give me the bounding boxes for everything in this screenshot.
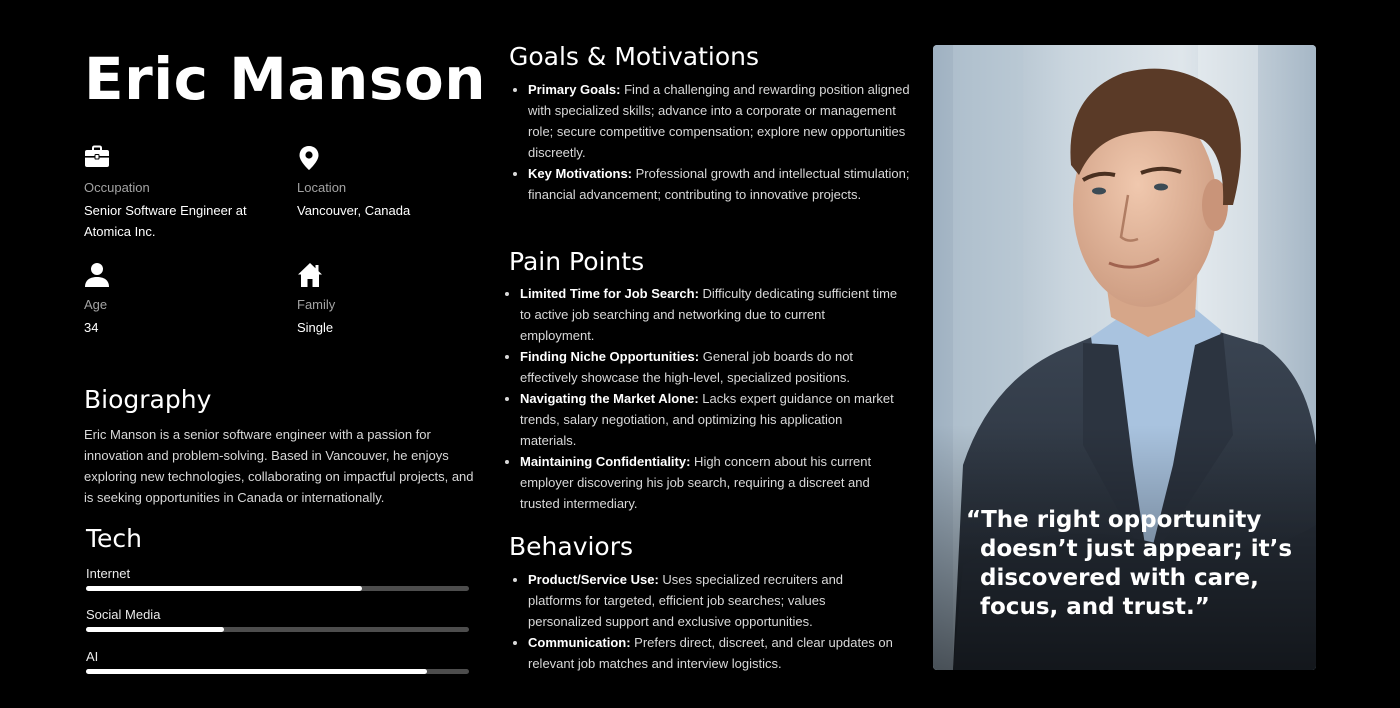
item-term: Limited Time for Job Search:	[520, 286, 699, 301]
goals-title: Goals & Motivations	[509, 42, 759, 71]
fact-location	[297, 145, 487, 221]
fact-label: Location	[297, 180, 347, 195]
tech-bar-track	[86, 586, 469, 591]
list-item	[520, 451, 900, 514]
fact-family	[297, 262, 487, 338]
fact-label: Age	[84, 297, 108, 312]
list-item	[528, 632, 898, 674]
behaviors-title: Behaviors	[509, 532, 634, 561]
tech-bar-fill	[86, 627, 224, 632]
item-term: Finding Niche Opportunities:	[520, 349, 700, 364]
item-text: Difficulty dedicating sufficient time to active job searching and networking due to current employment.	[520, 286, 898, 343]
pain-points-title: Pain Points	[509, 247, 645, 276]
behaviors-list	[509, 569, 898, 674]
item-term: Maintaining Confidentiality:	[520, 454, 691, 469]
fact-age	[84, 262, 274, 338]
tech-bar-track	[86, 627, 469, 632]
fact-label: Occupation	[84, 180, 150, 195]
biography-text: Eric Manson is a senior software engineer with a passion for innovation and problem-solving. Based in Vancouver, he enjoys exploring new technologies, collaborating on impactful projects, and is seeking opportunities in Canada or internationally.	[84, 427, 474, 505]
item-term: Communication:	[528, 635, 631, 650]
list-item	[528, 79, 918, 163]
item-term: Key Motivations:	[528, 166, 633, 181]
tech-row-internet	[86, 566, 469, 591]
fact-value: Single	[297, 320, 334, 335]
item-text: High concern about his current employer discovering his job search, requiring a discreet and trusted intermediary.	[520, 454, 872, 511]
tech-bar-fill	[86, 669, 427, 674]
item-term: Product/Service Use:	[528, 572, 659, 587]
list-item	[528, 569, 898, 632]
persona-name: Eric Manson	[84, 45, 486, 113]
tech-label: Social Media	[86, 607, 161, 622]
list-item	[520, 388, 900, 451]
tech-label: AI	[86, 649, 99, 664]
fact-label: Family	[297, 297, 336, 312]
item-text: Find a challenging and rewarding position aligned with specialized skills; advance into a corporate or management role; secure competitive compensation; explore new opportunities discreetly.	[528, 82, 910, 160]
list-item	[520, 283, 900, 346]
item-text: General job boards do not effectively showcase the high-level, specialized positions.	[520, 349, 854, 385]
fact-value: Vancouver, Canada	[297, 203, 411, 218]
tech-row-social-media	[86, 607, 469, 632]
tech-title: Tech	[86, 524, 142, 553]
home-icon	[297, 262, 323, 288]
tech-bar-fill	[86, 586, 362, 591]
fact-occupation	[84, 145, 274, 242]
item-text: Lacks expert guidance on market trends, salary negotiation, and optimizing his application materials.	[520, 391, 894, 448]
list-item	[528, 163, 918, 205]
item-text: Prefers direct, discreet, and clear updates on relevant job matches and interview logistics.	[528, 635, 893, 671]
tech-label: Internet	[86, 566, 131, 581]
location-pin-icon	[297, 145, 323, 171]
tech-bar-track	[86, 669, 469, 674]
tech-row-ai	[86, 649, 469, 674]
list-item	[520, 346, 900, 388]
fact-value: 34	[84, 320, 99, 335]
biography-title: Biography	[84, 385, 212, 414]
persona-quote: “The right opportunity doesn’t just appear; it’s discovered with care, focus, and trust.”	[966, 507, 1293, 620]
briefcase-icon	[84, 145, 110, 171]
pain-points-list	[509, 283, 900, 514]
fact-value: Senior Software Engineer at Atomica Inc.	[84, 203, 247, 239]
item-term: Primary Goals:	[528, 82, 621, 97]
item-term: Navigating the Market Alone:	[520, 391, 699, 406]
item-text: Professional growth and intellectual stimulation; financial advancement; contributing to innovative projects.	[528, 166, 910, 202]
goals-list	[509, 79, 918, 205]
item-text: Uses specialized recruiters and platforms for targeted, efficient job searches; values personalized support and exclusive opportunities.	[528, 572, 844, 629]
user-icon	[84, 262, 110, 288]
